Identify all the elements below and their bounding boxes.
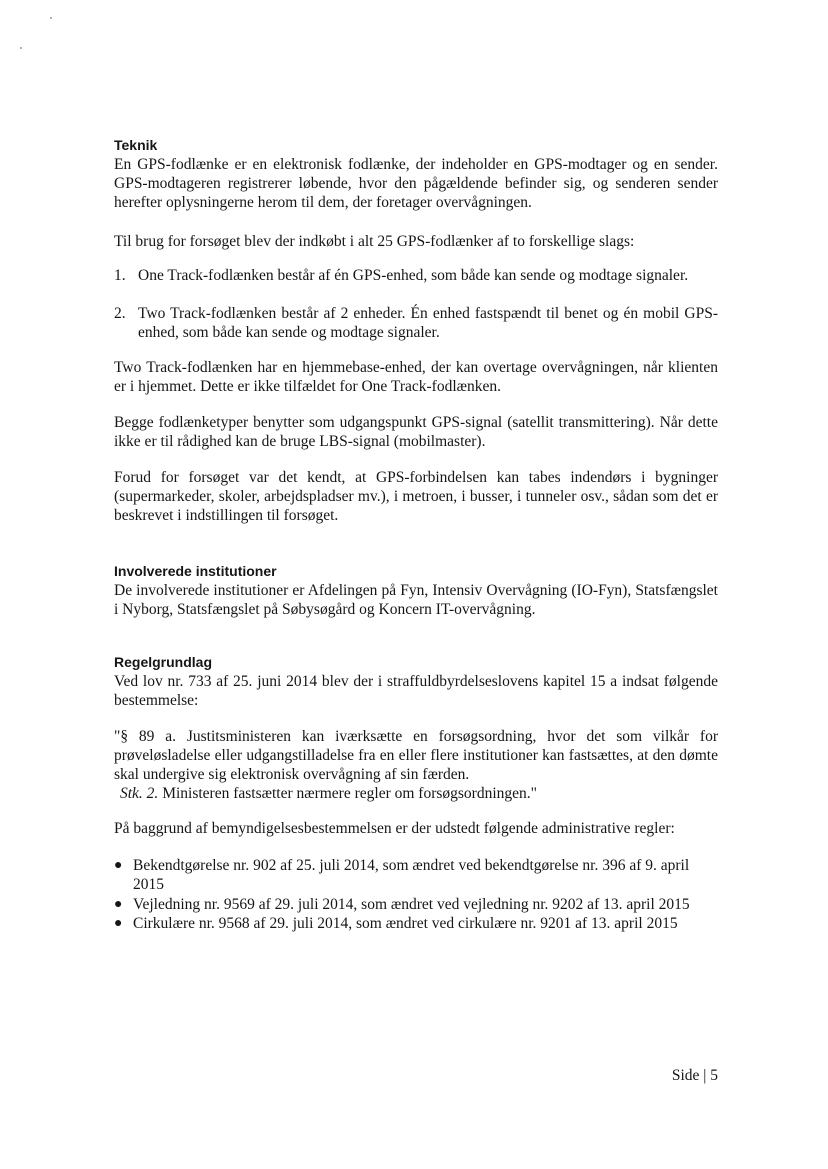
list-number: 2. (114, 305, 126, 322)
list-item (114, 266, 718, 285)
paragraph: Begge fodlænketyper benytter som udgangspunkt GPS-signal (satellit transmittering). Når dette ikke er til rådighed kan de bruge LBS-signal (mobilmaster). (114, 414, 718, 450)
paragraph: Two Track-fodlænken har en hjemmebase-enhed, der kan overtage overvågningen, når klienten er i hjemmet. Dette er ikke tilfældet for One Track-fodlænken. (114, 359, 718, 395)
bullet-icon: ● (114, 916, 123, 931)
section-involverede-institutioner (114, 562, 718, 619)
paragraph: Forud for forsøget var det kendt, at GPS-forbindelsen kan tabes indendørs i bygninger (supermarkeder, skoler, arbejdspladser mv.), i metroen, i busser, i tunneler osv., sådan som det er beskrevet i indstillingen til forsøget. (114, 469, 718, 524)
list-item-text: Bekendtgørelse nr. 902 af 25. juli 2014, som ændret ved bekendtgørelse nr. 396 af 9. april 2015 (133, 857, 690, 893)
quote-stk-label: Stk. 2. (120, 785, 159, 802)
list-item-text: Cirkulære nr. 9568 af 29. juli 2014, som ændret ved cirkulære nr. 9201 af 13. april 2015 (133, 915, 678, 932)
list-item (114, 914, 718, 933)
list-item (114, 895, 718, 914)
list-item (114, 304, 718, 342)
section-teknik (114, 136, 718, 212)
list-item (114, 856, 718, 894)
section-heading: Regelgrundlag (114, 654, 213, 670)
page-number: Side | 5 (671, 1067, 718, 1084)
paragraph: Ved lov nr. 733 af 25. juni 2014 blev der i straffuldbyrdelseslovens kapitel 15 a indsat følgende bestemmelse: (114, 673, 718, 709)
list-item-text: Two Track-fodlænken består af 2 enheder. Én enhed fastspændt til benet og én mobil GPS-enhed, som både kan sende og modtage signaler. (138, 305, 718, 341)
section-regelgrundlag (114, 653, 718, 710)
scan-speck (20, 47, 22, 49)
quote-text: "§ 89 a. Justitsministeren kan iværksætte en forsøgsordning, hvor det som vilkår for prøveløsladelse eller udgangstilladelse fra en eller flere institutioner kan fastsættes, at den dømte skal undergive sig elektronisk overvågning af sin færden. (114, 728, 718, 783)
scan-speck (50, 17, 52, 19)
list-number: 1. (114, 267, 126, 284)
legal-quote (114, 727, 718, 803)
paragraph: På baggrund af bemyndigelsesbestemmelsen er der udstedt følgende administrative regler: (114, 820, 675, 837)
paragraph: Til brug for forsøget blev der indkøbt i alt 25 GPS-fodlænker af to forskellige slags: (114, 233, 635, 250)
quote-text: Ministeren fastsætter nærmere regler om forsøgsordningen." (158, 785, 537, 802)
section-heading: Teknik (114, 137, 158, 153)
list-item-text: One Track-fodlænken består af én GPS-enhed, som både kan sende og modtage signaler. (138, 267, 689, 284)
bullet-icon: ● (114, 858, 123, 873)
section-heading: Involverede institutioner (114, 563, 277, 579)
bullet-icon: ● (114, 897, 123, 912)
paragraph: En GPS-fodlænke er en elektronisk fodlænke, der indeholder en GPS-modtager og en sender. GPS-modtageren registrerer løbende, hvor den pågældende befinder sig, og senderen sender herefter oplysningerne herom til dem, der foretager overvågningen. (114, 156, 718, 211)
list-item-text: Vejledning nr. 9569 af 29. juli 2014, som ændret ved vejledning nr. 9202 af 13. april 2015 (133, 896, 690, 913)
paragraph: De involverede institutioner er Afdelingen på Fyn, Intensiv Overvågning (IO-Fyn), Statsfængslet i Nyborg, Statsfængslet på Søbysøgård og Koncern IT-overvågning. (114, 582, 718, 618)
